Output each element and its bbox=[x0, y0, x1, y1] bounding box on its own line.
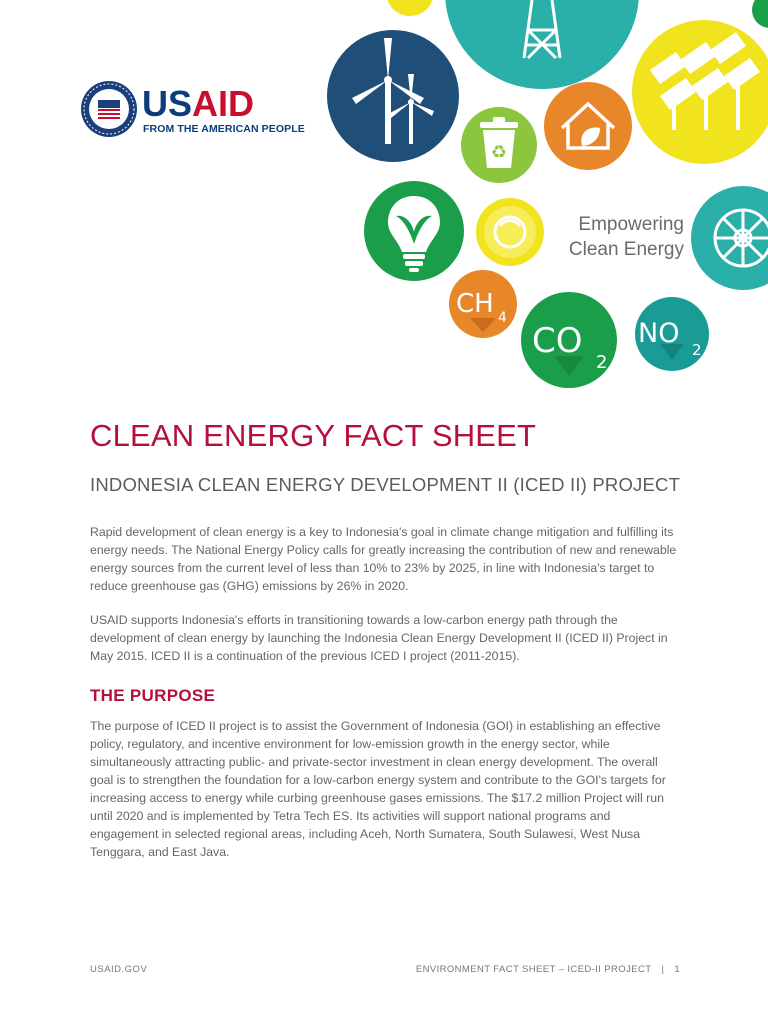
footer-doc-title: ENVIRONMENT FACT SHEET – ICED-II PROJECT bbox=[415, 964, 652, 975]
footer-website: USAID.GOV bbox=[90, 964, 148, 975]
wordmark-aid: AID bbox=[192, 83, 255, 124]
empowering-clean-energy bbox=[560, 212, 684, 262]
svg-text:NO: NO bbox=[638, 318, 680, 349]
clean-energy-illustration bbox=[0, 0, 768, 400]
wordmark-us: US bbox=[142, 83, 193, 124]
methane-icon bbox=[449, 270, 517, 338]
purpose-heading: THE PURPOSE bbox=[90, 686, 216, 705]
light-bulb-icon bbox=[364, 181, 464, 281]
green-circle-corner bbox=[752, 0, 768, 28]
intro-paragraph: Rapid development of clean energy is a key to Indonesia's goal in climate change mitigation and fulfilling its energy needs. The National Energy Policy calls for greatly increasing the contribution of new and renewable energy sources from the current level of less than 10% to 23% by 2025, in line with Indonesia's target to reduce greenhouse gas (GHG) emissions by 26% in 2020. bbox=[90, 525, 677, 593]
carbon-dioxide-icon bbox=[521, 292, 617, 388]
footer-doc-info bbox=[416, 964, 680, 975]
solar-panel-icon bbox=[632, 20, 768, 164]
water-wheel-icon bbox=[691, 186, 768, 290]
svg-text:4: 4 bbox=[498, 310, 507, 326]
usaid-logo bbox=[80, 80, 305, 142]
yellow-circle-top bbox=[386, 0, 434, 16]
footer-page-number: 1 bbox=[674, 964, 680, 975]
svg-text:♻: ♻ bbox=[490, 142, 508, 163]
wind-turbine-icon bbox=[327, 30, 459, 162]
usaid-wordmark bbox=[142, 83, 255, 124]
purpose-paragraph: The purpose of ICED II project is to assist the Government of Indonesia (GOI) in establishing an effective policy, regulatory, and incentive environment for low-emission growth in the energy sector, while simultaneously attracting public- and private-sector investment in clean energy development. The overall goal is to strengthen the foundation for a low-carbon energy system and contribute to the GOI's targets for increasing access to energy while curbing greenhouse gases emissions. The $17.2 million Project will run until 2020 and is implemented by Tetra Tech ES. Its activities will support national programs and engagement in selected regional areas, including Aceh, North Sumatera, South Sulawesi, West Nusa Tenggara, and East Java. bbox=[90, 719, 666, 859]
page-title: CLEAN ENERGY FACT SHEET bbox=[90, 418, 537, 453]
recycle-bin-icon bbox=[461, 107, 537, 183]
page-subtitle: INDONESIA CLEAN ENERGY DEVELOPMENT II (ICED II) PROJECT bbox=[90, 474, 681, 495]
green-house-icon bbox=[544, 82, 632, 170]
sun-icon bbox=[476, 198, 544, 266]
nitrogen-dioxide-icon bbox=[635, 297, 709, 371]
svg-text:CO: CO bbox=[532, 321, 583, 361]
usaid-seal-icon bbox=[80, 80, 138, 138]
empower-line-2: Clean Energy bbox=[568, 239, 684, 260]
svg-text:CH: CH bbox=[456, 289, 494, 319]
usaid-support-paragraph: USAID supports Indonesia's efforts in transitioning towards a low-carbon energy path through the development of clean energy by launching the Indonesia Clean Energy Development II (ICED II) Project in May 2015. ICED II is a continuation of the previous ICED I project (2011-2015). bbox=[90, 613, 668, 663]
svg-text:2: 2 bbox=[596, 352, 608, 373]
svg-text:2: 2 bbox=[692, 341, 702, 359]
transmission-tower-icon bbox=[445, 0, 639, 89]
footer-separator: | bbox=[661, 964, 665, 975]
empower-line-1: Empowering bbox=[578, 214, 684, 235]
usaid-tagline: FROM THE AMERICAN PEOPLE bbox=[143, 123, 305, 135]
